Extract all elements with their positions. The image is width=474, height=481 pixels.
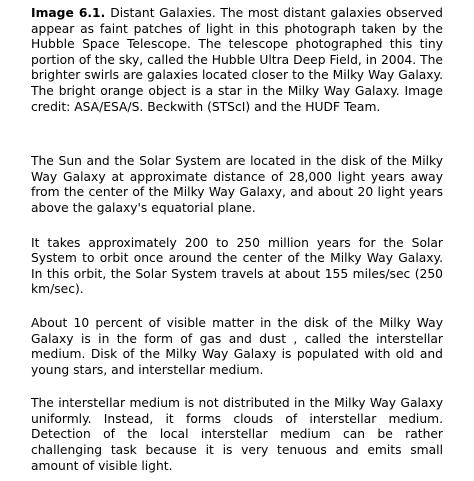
paragraph-interstellar-matter: About 10 percent of visible matter in the disk of the Milky Way Galaxy is in the form of gas and dust , called the interstellar medium. Disk of the Milky Way Galaxy is populated with old and young stars, and interstellar medium. xyxy=(31,315,443,377)
document-page xyxy=(31,0,443,474)
paragraph-orbit-period: It takes approximately 200 to 250 million years for the Solar System to orbit once around the center of the Milky Way Galaxy. In this orbit, the Solar System travels at about 155 miles/sec (250 km/sec). xyxy=(31,235,443,297)
image-caption xyxy=(31,6,443,115)
caption-text: Distant Galaxies. The most distant galaxies observed appear as faint patches of light in this photograph taken by the Hubble Space Telescope. The telescope photographed this tiny portion of the sky, called the Hubble Ultra Deep Field, in 2004. The brighter swirls are galaxies located closer to the Milky Way Galaxy. The bright orange object is a star in the Milky Way Galaxy. Image credit: ASA/ESA/S. Beckwith (STScI) and the HUDF Team. xyxy=(31,6,443,114)
paragraph-interstellar-distribution: The interstellar medium is not distributed in the Milky Way Galaxy uniformly. Instead, it forms clouds of interstellar medium. Detection of the local interstellar medium can be rather challenging task because it is very tenuous and emits small amount of visible light. xyxy=(31,396,443,473)
caption-label: Image 6.1. xyxy=(31,6,111,20)
paragraph-solar-system-location: The Sun and the Solar System are located in the disk of the Milky Way Galaxy at approximate distance of 28,000 light years away from the center of the Milky Way Galaxy, and about 20 light years above the galaxy's equatorial plane. xyxy=(31,154,443,215)
